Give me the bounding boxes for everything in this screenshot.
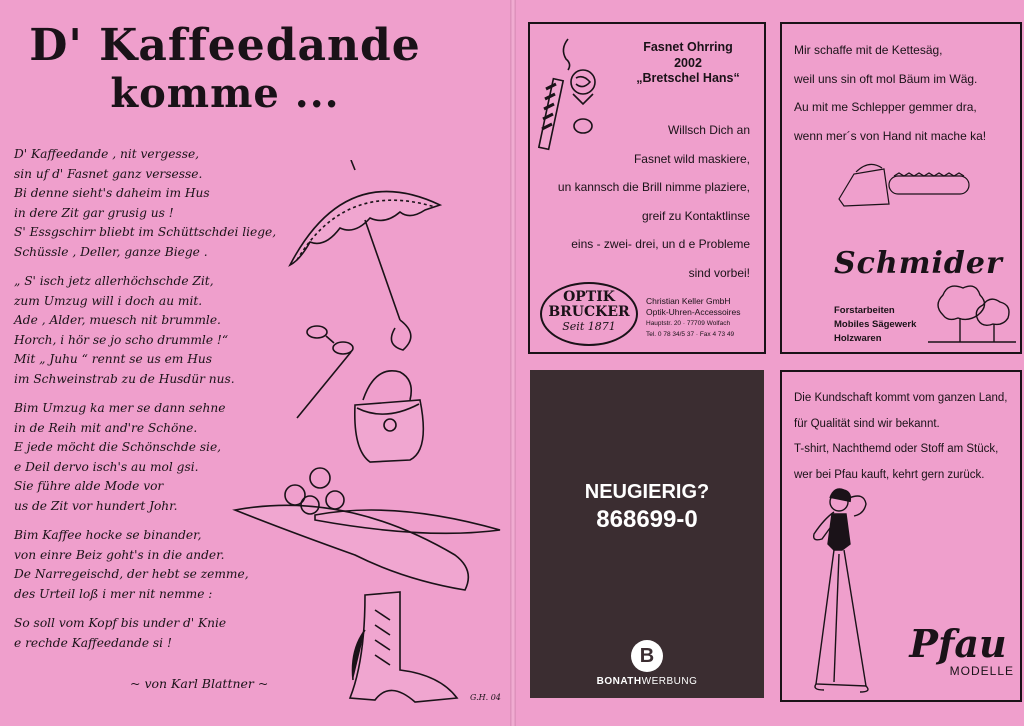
poem-line: in de Reih mit and're Schöne. (14, 420, 198, 435)
contact-phone: Tel. 0 78 34/5 37 · Fax 4 73 49 (646, 331, 735, 338)
verse-line: Fasnet wild maskiere, (633, 151, 750, 166)
poem-line: us de Zit vor hundert Johr. (14, 498, 178, 513)
logo-name-optik: OPTIK (563, 289, 615, 305)
contact-name: Christian Keller GmbH (646, 296, 731, 306)
poem-line: e Deil dervo isch's au mol gsi. (14, 459, 199, 474)
poem-line: Horch, i hör se jo scho drummle !“ (14, 332, 229, 347)
poem-title-line1: D' Kaffeedande (29, 20, 421, 71)
verse-line: wer bei Pfau kauft, kehrt gern zurück. (794, 468, 985, 481)
poem-line: D' Kaffeedande , nit vergesse, (14, 147, 200, 161)
poem-line: im Schweinstrab zu de Husdür nus. (14, 371, 235, 386)
poem-line: von einre Beiz goht's in die ander. (14, 547, 225, 562)
poem-line: E jede möcht die Schönschde sie, (14, 440, 222, 454)
ad-schmider (780, 22, 1022, 354)
schmider-services (834, 304, 916, 346)
poem-line: Bim Kaffee hocke se binander, (14, 528, 202, 542)
headline-line: 2002 (674, 55, 702, 70)
verse-line: für Qualität sind wir bekannt. (794, 417, 940, 430)
bonath-b-icon: B (631, 640, 663, 672)
poem-line: Bim Umzug ka mer se dann sehne (14, 401, 226, 415)
optik-verse (558, 116, 750, 287)
poem-line: „ S' isch jetz allerhöchschde Zit, (14, 274, 214, 288)
neugierig-text (530, 478, 764, 534)
poem-title (10, 22, 440, 118)
poem-line: Mit „ Juhu “ rennt se us em Hus (14, 352, 212, 366)
handbag-icon (355, 371, 424, 462)
ad-bonath-werbung (530, 370, 764, 698)
verse-line: sind vorbei! (688, 265, 750, 280)
poem-line: Ade , Alder, muesch nit brummle. (14, 313, 221, 327)
verse-line: Die Kundschaft kommt vom ganzen Land, (794, 392, 1008, 404)
optik-headline (618, 40, 758, 87)
bonath-name-light: WERBUNG (641, 676, 698, 687)
pfau-logo-sub: MODELLE (949, 664, 1014, 678)
contact-address: Hauptstr. 20 · 77709 Wolfach (646, 320, 731, 327)
poem-line: Sie führe alde Mode vor (14, 479, 164, 493)
poem-line: sin uf d' Fasnet ganz versesse. (14, 166, 203, 181)
fashion-sketches (225, 160, 515, 710)
poem-line: De Narregeischd, der hebt se zemme, (14, 567, 249, 581)
headline-line: „Bretschel Hans“ (636, 71, 740, 85)
poem-title-line2: komme ... (110, 70, 340, 117)
lady-in-dress-icon (794, 484, 884, 696)
verse-line: un kannsch die Brill nimme plaziere, (557, 180, 750, 194)
optik-contact (646, 296, 740, 340)
umbrella-icon (290, 160, 440, 350)
lace-boot-icon (350, 592, 457, 702)
poem-author: ~ von Karl Blattner ~ (130, 676, 269, 691)
verse-line: Mir schaffe mit de Kettesäg, (794, 43, 943, 57)
poem-line: Bi denne sieht's daheim im Hus (14, 186, 210, 200)
schmider-verse (794, 36, 986, 150)
pfau-verse (794, 386, 1008, 488)
poem-line: in dere Zit gar grusig us ! (14, 205, 174, 220)
headline-line: Fasnet Ohrring (643, 40, 733, 54)
poem-line: zum Umzug will i doch au mit. (14, 293, 203, 308)
verse-line: Au mit me Schlepper gemmer dra, (794, 100, 977, 114)
service-item: Holzwaren (834, 333, 882, 344)
sketch-signature: G.H. 04 (470, 693, 501, 702)
pfau-logo (902, 621, 1014, 678)
spectacles-icon (297, 326, 353, 418)
logo-name-brucker: BRUCKER (548, 304, 630, 320)
service-item: Mobiles Sägewerk (834, 319, 917, 330)
optik-brucker-logo (540, 282, 636, 344)
chainsaw-icon (834, 154, 974, 214)
poem-line: Schüssle , Deller, ganze Biege . (14, 244, 208, 259)
verse-line: Willsch Dich an (667, 123, 750, 137)
verse-line: greif zu Kontaktlinse (641, 208, 750, 223)
verse-line: wenn mer´s von Hand nit mache ka! (794, 128, 987, 143)
service-item: Forstarbeiten (834, 305, 895, 316)
neugierig-question: NEUGIERIG? (584, 481, 710, 503)
bonath-name (530, 676, 764, 687)
schmider-logo: Schmider (834, 246, 1003, 281)
ad-pfau-modelle (780, 370, 1022, 702)
contact-desc: Optik-Uhren-Accessoires (646, 307, 741, 317)
poem-line: So soll vom Kopf bis under d' Knie (14, 616, 227, 630)
ad-optik-brucker (528, 22, 766, 354)
pfau-logo-name: Pfau (909, 621, 1007, 666)
verse-line: eins - zwei- drei, un d e Probleme (571, 237, 750, 251)
feather-hat-icon (235, 468, 500, 590)
poem-line: des Urteil loß i mer nit nemme : (14, 586, 213, 601)
poem-line: e rechde Kaffeedande si ! (14, 635, 172, 650)
verse-line: weil uns sin oft mol Bäum im Wäg. (794, 71, 978, 86)
verse-line: T-shirt, Nachthemd oder Stoff am Stück, (794, 443, 999, 455)
neugierig-phone: 868699-0 (596, 506, 698, 533)
bonath-logo (530, 640, 764, 687)
logo-since: Seit 1871 (562, 320, 616, 333)
trees-icon (928, 280, 1016, 346)
poem-line: S' Essgschirr bliebt im Schüttschdei liege, (14, 225, 277, 239)
bonath-name-bold: BONATH (596, 676, 642, 687)
